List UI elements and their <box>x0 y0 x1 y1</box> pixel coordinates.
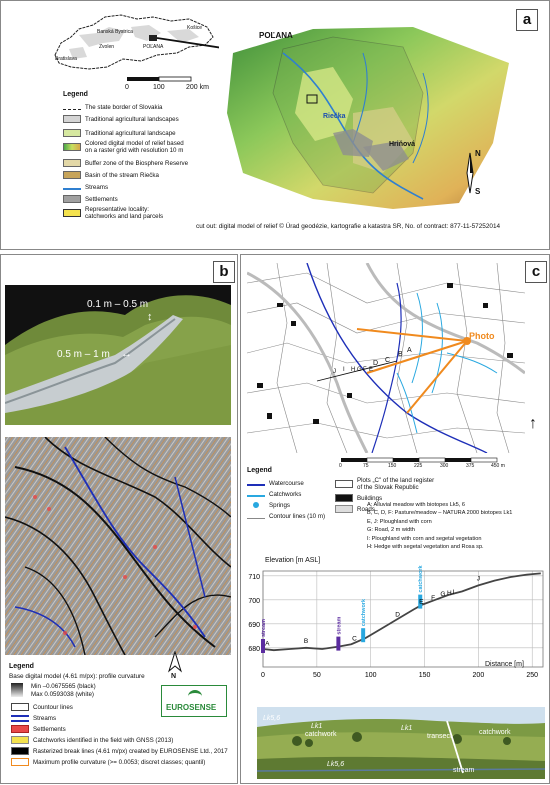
panel-b-label: b <box>213 261 235 283</box>
x-tick-label: 250 <box>526 672 539 679</box>
legend-item: Countour lines <box>33 703 73 711</box>
description-line: I: Ploughland with corn and segetal vegetation <box>367 535 482 542</box>
elevation-profile-chart <box>241 563 550 703</box>
plot-frame <box>263 571 543 667</box>
x-tick-label: 100 <box>364 672 377 679</box>
description-line: E, J: Ploughland with corn <box>367 518 432 525</box>
panel-c-label: c <box>525 261 547 283</box>
panel-a-caption: cut out: digital model of relief © Úrad geodézie, kartografie a katastra SR, No. of contract: 877-11-57252014 <box>196 223 501 230</box>
legend-item: Plots „C" of the land register of the Slovak Republic <box>357 477 435 491</box>
photo-label: Photo <box>469 331 495 341</box>
profile-x-title: Distance [m] <box>485 661 524 668</box>
place-poiana-small: POĽANA <box>143 44 164 50</box>
segment-letter: J <box>476 575 481 583</box>
y-tick-label: 690 <box>248 621 260 629</box>
segment-letter: I <box>452 588 455 596</box>
segment-letter: G <box>440 591 446 599</box>
map-letter-G: G <box>357 367 362 373</box>
panel-a-legend-title: Legend <box>63 91 88 98</box>
description-line: B, C, D, F: Pasture/meadow – NATURA 2000 biotopes Lk1 <box>367 510 513 517</box>
photo-label-lk56-bottom: Lk5,6 <box>327 761 345 768</box>
photo-label-catchwork-1: catchwork <box>305 731 337 738</box>
legend-traditional-landscapes: Traditional agricultural landscapes <box>85 115 179 123</box>
place-kosice: Košice <box>187 25 203 31</box>
min-value-label: Min –0.0675565 (black) <box>31 683 96 690</box>
y-tick-label: 710 <box>248 573 260 581</box>
segment-letter: B <box>303 638 309 645</box>
annotation-depth-2: 0.5 m – 1 m <box>57 349 110 360</box>
legend-item: Rasterized break lines (4.61 m/px) created by EUROSENSE Ltd., 2017 <box>33 747 228 755</box>
stream-marker <box>336 637 340 651</box>
catchwork-marker <box>361 628 365 642</box>
legend-item: Representative locality: catchworks and land parcels <box>85 206 164 220</box>
x-tick-label: 0 <box>261 672 265 679</box>
y-tick-label: 700 <box>248 597 260 605</box>
scale-0: 0 <box>125 84 129 91</box>
land-use-descriptions <box>367 501 549 551</box>
x-tick-label: 50 <box>312 672 321 679</box>
segment-letter: C <box>352 635 357 643</box>
legend-item: Contour lines (10 m) <box>269 512 326 520</box>
compass-s: S <box>475 187 481 196</box>
panel-c-legend-title: Legend <box>247 467 272 474</box>
y-tick-label: 680 <box>248 645 260 653</box>
photo-label-catchwork-2: catchwork <box>479 729 511 736</box>
logo-mark-icon <box>188 690 202 703</box>
scale-tick: 450 m <box>491 463 505 469</box>
legend-state-border: The state border of Slovakia <box>85 103 163 111</box>
slovakia-overview-map <box>49 7 219 77</box>
map-letter-D: D <box>373 360 379 367</box>
map-letter-I: I <box>343 367 345 373</box>
scale-tick: 375 <box>466 463 475 469</box>
panel-a-label: a <box>516 9 538 31</box>
legend-item: Buffer zone of the Biosphere Reserve <box>85 159 189 167</box>
segment-letter: A <box>265 640 270 648</box>
description-line: H: Hedge with segetal vegetation and Rosa sp. <box>367 544 484 551</box>
legend-item: Maximum profile curvature (>= 0.0053; discret classes; quantil) <box>33 758 206 766</box>
compass-n: N <box>475 149 481 158</box>
segment-letter: E <box>419 598 424 606</box>
legend-item: Colored digital model of relief based on a raster grid with resolution 10 m <box>85 140 184 154</box>
scale-tick: 150 <box>388 463 397 469</box>
legend-item: Settlements <box>33 725 66 733</box>
legend-item: Streams <box>33 714 57 722</box>
arrow-updown-icon: ↕ <box>147 311 153 323</box>
max-value-label: Max 0.0593038 (white) <box>31 691 94 698</box>
logo-text: EUROSENSE <box>166 703 217 712</box>
legend-item: Traditional agricultural landscape <box>85 129 176 137</box>
curvature-swatch <box>11 683 23 697</box>
panel-a <box>0 0 550 250</box>
profile-y-title: Elevation [m ASL] <box>265 557 321 564</box>
map-letter-J: J <box>333 369 336 375</box>
map-letter-C: C <box>385 357 391 364</box>
legend-item: Buildings <box>357 494 383 502</box>
eurosense-logo <box>161 685 227 717</box>
panel-c <box>240 254 550 784</box>
x-tick-label: 200 <box>472 672 485 679</box>
place-banska-bystrica: Banská Bystrica <box>97 29 133 35</box>
annotation-depth-1: 0.1 m – 0.5 m <box>87 299 149 310</box>
photo-label-lk1-b: Lk1 <box>401 725 413 732</box>
panel-b <box>0 254 238 784</box>
stream-marker-label: stream <box>261 618 267 637</box>
map-letter-E: E <box>369 367 374 373</box>
panel-b-legend-sub: Base digital model (4.61 m/px): profile curvature <box>9 673 145 680</box>
scale-tick: 225 <box>414 463 423 469</box>
place-3d-poiana: POĽANA <box>259 31 293 40</box>
legend-item: Springs <box>269 501 290 509</box>
scale-tick: 75 <box>363 463 369 469</box>
scale-100: 100 <box>153 84 165 91</box>
legend-item: Roads <box>357 505 375 513</box>
map-letter-H: H <box>351 367 356 373</box>
photo-label-transect: transect <box>427 733 452 740</box>
description-line: A: Alluvial meadow with biotopes Lk5, 6 <box>367 502 465 508</box>
description-line: G: Road, 2 m width <box>367 527 415 534</box>
spring-icon <box>253 502 259 508</box>
x-tick-label: 150 <box>418 672 431 679</box>
north-arrow-icon <box>167 651 183 673</box>
north-arrow-icon: ↑ <box>529 415 537 432</box>
catchwork-marker-label: catchwork <box>418 565 425 593</box>
catchwork-marker-label: catchwork <box>361 598 368 627</box>
landscape-photo <box>257 707 545 779</box>
arrow-leftright-icon: ↔ <box>121 348 132 360</box>
legend-item: Basin of the stream Riečka <box>85 171 159 179</box>
panel-b-legend-title: Legend <box>9 663 34 670</box>
scale-200: 200 km <box>186 84 209 91</box>
map-letter-F: F <box>363 367 367 373</box>
legend-item: Watercourse <box>269 479 304 487</box>
scale-tick: 0 <box>339 463 342 469</box>
stream-marker-label: stream <box>336 616 343 635</box>
segment-letter: H <box>446 590 452 597</box>
segment-letter: D <box>395 611 400 619</box>
photo-label-lk1: Lk1 <box>311 723 323 730</box>
place-3d-hrinova: Hriňová <box>389 141 416 148</box>
map-letter-A: A <box>407 347 412 354</box>
place-bratislava: Bratislava <box>55 56 77 62</box>
map-letter-B: B <box>398 351 403 358</box>
legend-item: Catchworks identified in the field with GNSS (2013) <box>33 736 174 744</box>
legend-item: Catchworks <box>269 490 302 498</box>
panel-b-north: N <box>171 673 177 680</box>
scale-tick: 300 <box>440 463 449 469</box>
place-3d-riecka: Riečka <box>323 113 346 120</box>
curvature-map <box>5 437 231 655</box>
scale-bar <box>127 75 207 83</box>
photo-label-lk56-left: Lk5,6 <box>263 715 281 722</box>
legend-item: Settlements <box>85 195 118 203</box>
legend-item: Streams <box>85 183 109 191</box>
place-zvolen: Zvolen <box>99 44 115 50</box>
photo-label-stream: stream <box>453 767 475 774</box>
segment-letter: F <box>431 594 436 602</box>
